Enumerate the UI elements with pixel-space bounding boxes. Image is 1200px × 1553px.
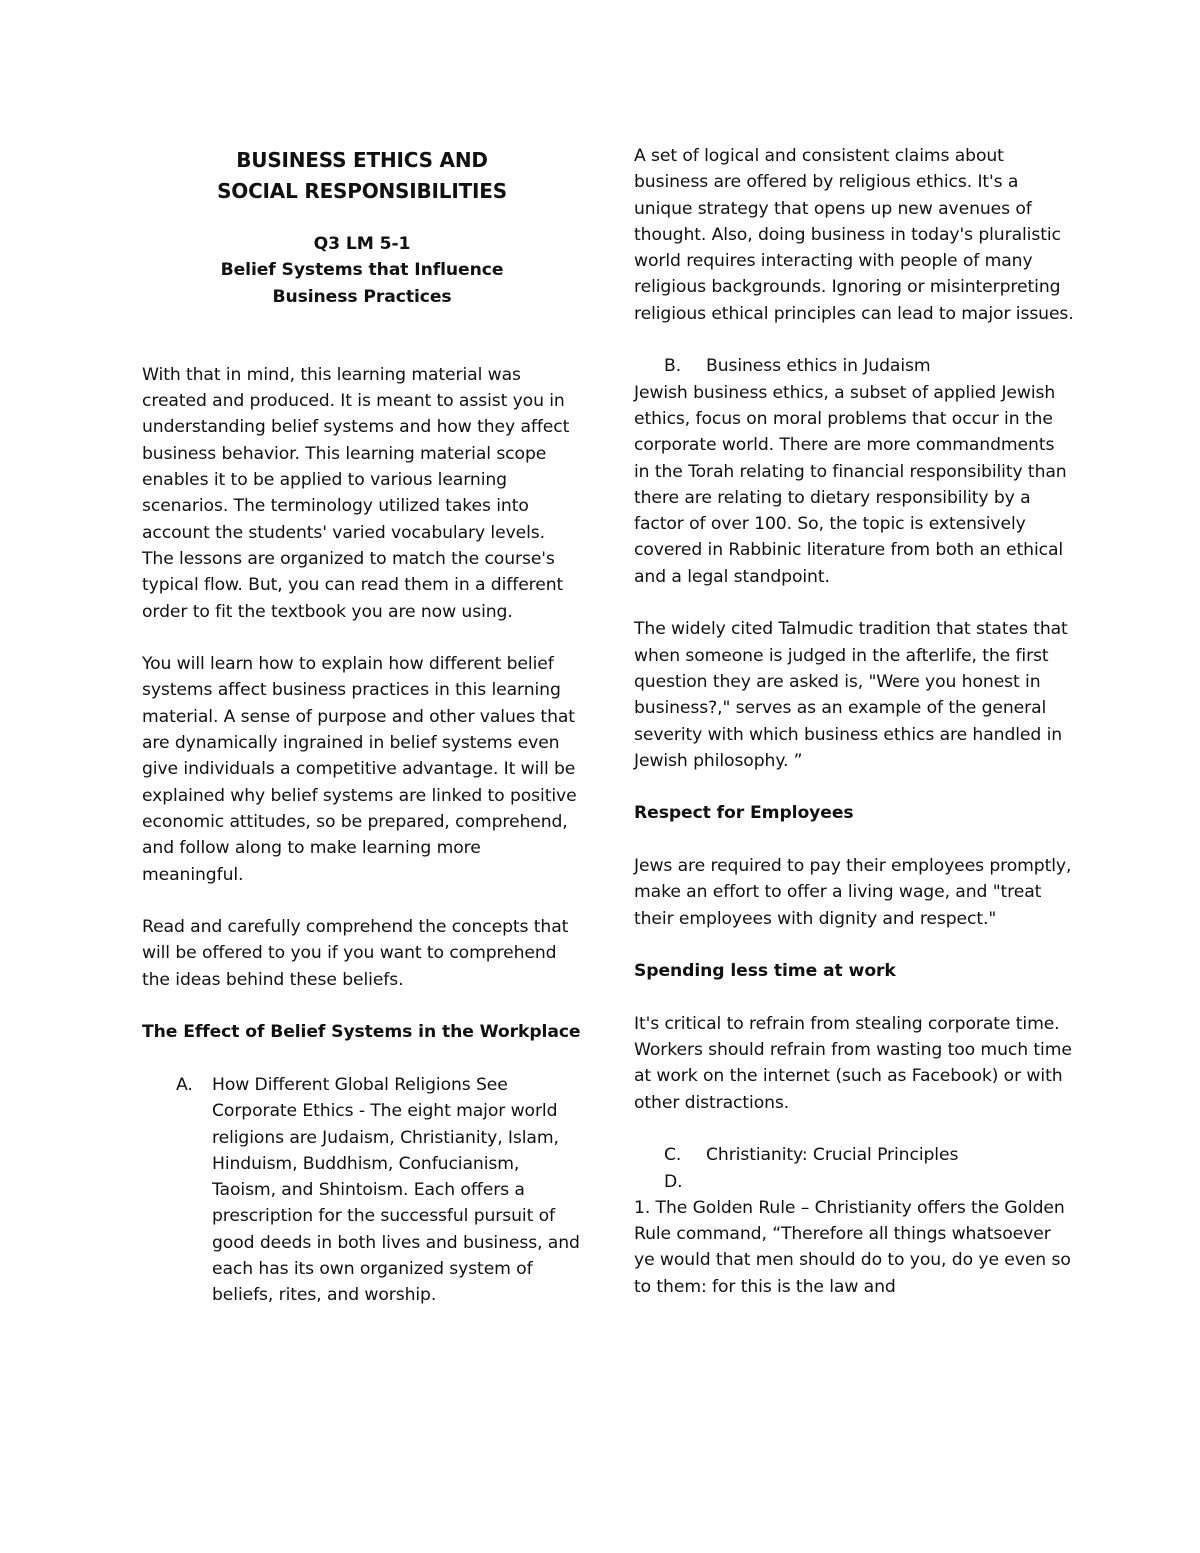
- lesson-subtitle-line-1: Belief Systems that Influence: [220, 260, 504, 281]
- respect-paragraph: Jews are required to pay their employees promptly, make an effort to offer a living wage, and "treat their employees with dignity and respect.": [634, 856, 1072, 929]
- judaism-heading: Business ethics in Judaism: [706, 356, 931, 377]
- list-item-text: How Different Global Religions See Corporate Ethics - The eight major world religions are Judaism, Christianity, Islam, Hinduism, Buddhism, Confucianism, Taoism, and Shintoism. Each offers a prescription for the successful pursuit of good deeds in both lives and business, and each has its own organized system of beliefs, rites, and worship.: [212, 1074, 580, 1306]
- section-heading: The Effect of Belief Systems in the Workplace: [142, 1022, 581, 1043]
- judaism-paragraph: Jewish business ethics, a subset of applied Jewish ethics, focus on moral problems that occur in the corporate world. There are more commandments in the Torah relating to financial responsibility than there are relating to dietary responsibility by a factor of over 100. So, the topic is extensively covered in Rabbinic literature from both an ethical and a legal standpoint.: [634, 382, 1067, 587]
- read-paragraph: Read and carefully comprehend the concepts that will be offered to you if you want to comprehend the ideas behind these beliefs.: [142, 917, 569, 990]
- list-marker: D.: [664, 1171, 683, 1192]
- title-block: [142, 143, 582, 207]
- spacer: [142, 625, 582, 651]
- spacer: [634, 327, 1074, 353]
- christianity-heading: Christianity: Crucial Principles: [706, 1145, 959, 1166]
- respect-heading: Respect for Employees: [634, 803, 854, 824]
- spacer: [142, 207, 582, 231]
- list-marker: A.: [176, 1074, 193, 1095]
- spacer: [142, 888, 582, 914]
- spacer: [142, 1046, 582, 1072]
- spacer: [634, 774, 1074, 800]
- lesson-subtitle-line-2: Business Practices: [272, 286, 452, 307]
- spending-heading: Spending less time at work: [634, 961, 896, 982]
- spacer: [634, 827, 1074, 853]
- spending-paragraph: It's critical to refrain from stealing corporate time. Workers should refrain from wasting too much time at work on the internet (such as Facebook) or with other distractions.: [634, 1013, 1072, 1113]
- spacer: [634, 1116, 1074, 1142]
- golden-rule-paragraph: 1. The Golden Rule – Christianity offers the Golden Rule command, “Therefore all things whatsoever ye would that men should do to you, do ye even so to them: for this is the law and: [634, 1197, 1071, 1297]
- spacer: [634, 932, 1074, 958]
- module-code: Q3 LM 5-1: [313, 234, 411, 254]
- intro-paragraph: With that in mind, this learning material was created and produced. It is meant to assist you in understanding belief systems and how they affect business behavior. This learning material scope enables it to be applied to various learning scenarios. The terminology utilized takes into account the students' varied vocabulary levels. The lessons are organized to match the course's typical flow. But, you can read them in a different order to fit the textbook you are now using.: [142, 364, 570, 622]
- right-column: [634, 143, 1074, 1300]
- document-title-line-1: BUSINESS ETHICS AND: [236, 148, 488, 172]
- religious-ethics-paragraph: A set of logical and consistent claims about business are offered by religious ethics. It's a unique strategy that opens up new avenues of thought. Also, doing business in today's pluralistic world requires interacting with people of many religious backgrounds. Ignoring or misinterpreting religious ethical principles can lead to major issues.: [634, 146, 1074, 324]
- spacer: [634, 590, 1074, 616]
- talmudic-paragraph: The widely cited Talmudic tradition that states that when someone is judged in the afterlife, the first question they are asked is, "Were you honest in business?," serves as an example of the general severity with which business ethics are handled in Jewish philosophy. ”: [634, 619, 1068, 771]
- spacer: [634, 985, 1074, 1011]
- empty-item-text: [706, 1172, 711, 1192]
- list-marker: C.: [664, 1145, 682, 1166]
- spacer: [142, 993, 582, 1019]
- section-item-d: [634, 1169, 1074, 1195]
- document-title-line-2: SOCIAL RESPONSIBILITIES: [217, 179, 507, 203]
- list-marker: B.: [664, 356, 682, 377]
- left-column: [142, 143, 582, 1309]
- religions-list: [142, 1072, 582, 1309]
- learning-paragraph: You will learn how to explain how different belief systems affect business practices in this learning material. A sense of purpose and other values that are dynamically ingrained in belief systems even give individuals a competitive advantage. It will be explained why belief systems are linked to positive economic attitudes, so be prepared, comprehend, and follow along to make learning more meaningful.: [142, 654, 577, 885]
- list-item: [142, 1072, 582, 1309]
- section-item-b: [634, 353, 1074, 379]
- spacer: [142, 310, 582, 362]
- section-item-c: [634, 1142, 1074, 1168]
